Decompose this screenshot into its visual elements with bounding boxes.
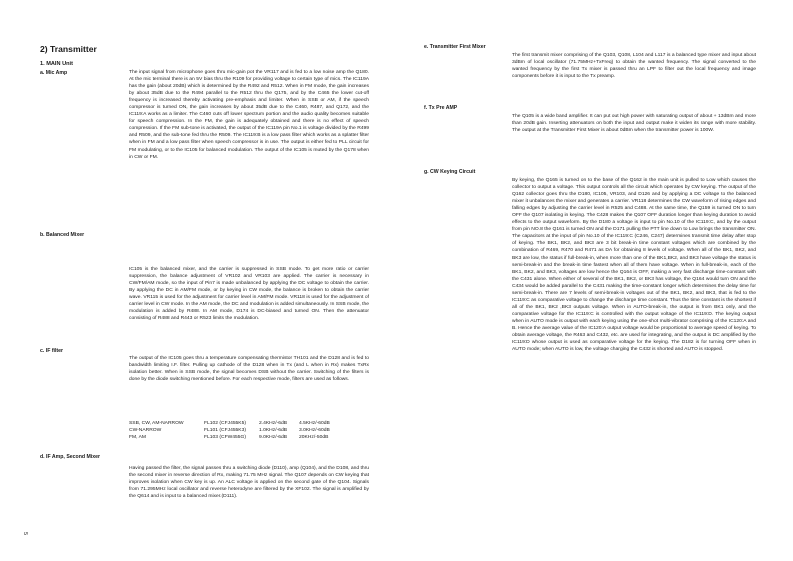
filter-row bbox=[129, 427, 369, 434]
filter-mode: SSB, CW, AM-NARROW bbox=[129, 421, 184, 426]
cw-keying-heading: g. CW Keying Circuit bbox=[424, 169, 476, 175]
filter-mode: CW-NARROW bbox=[129, 428, 162, 434]
balanced-mixer-heading: b. Balanced Mixer bbox=[40, 232, 85, 238]
filter-row bbox=[129, 420, 369, 427]
tx-pre-amp-paragraph: The Q105 is a wide band amplifier. It can put out high power with saturating output of about + 13dBm and more than 20dB gain. Inserting attenuators on both the input and output make it widen its range with more stability. The output at the Transmitter First Mixer is about 0dBm when the transmitter power is 100W. bbox=[512, 114, 756, 134]
filter-part: FL103 (CFW455G) bbox=[204, 435, 246, 441]
cw-keying-paragraph: By keying, the Q165 is turned on to the base of the Q162 in the main unit is pulled to Low which causes the collector to output a voltage. This output controls all the circuit which operates by CW keying. The output of the Q162 collector goes thru the D180, IC105, VR103, and D126 and by applying a DC voltage to the balanced mixer it unbalances the mixer and generates a carrier. VR118 determines the CW waveform of rising edges and falling edges by adjusting the carrier level in R525 and C488. At the same time, the Q159 is turned ON to turn OFF the Q107 isolating in keying. The C428 makes the Q107 OFF duration longer than keying duration to avoid effects to the output waveform. By the D180 a voltage is input to pin No.10 of the IC119:C, and by the output from pin NO.8 the Q161 is turned ON and the D171 pulling the PTT line down to Low brings the transmitter ON. The capacitors at the input of pin No.10 of the IC119:C (C246, C247) determines transmit time delay after stop of keying. The BK1, BK2, and BK3 are 3 bit break-in time constant voltages which are combined by the combination of R469, R470 and R471 as DA for obtaining 8 levels of voltage. When all of the BK1, BK2, and BK3 are low, the status if full-break-in, when more than one of the BK1,BK2, and BK3 have voltage the status is semi-break-in and the break-in time fastest when all of them have voltage. When in full-break-in, each of the BK1, BK2, and BK3, voltages are low hence the Q164 is OFF, making a very fast discharge time-constant with the C431 alone. When either of several of the BK1, BK2, or BK3 has voltage, the Q164 would turn ON and the C434 would be added parallel to the C431 making the time-constant longer which determines the delay time for semi-break-in. There are 7 levels of semi-break-in voltages out of the BK1, BK2, and BK3, that is fed to the IC119:C as comparative voltage to change the discharge time constant. Thus the time constant is the shortest if all of the BK1, BK2 ,BK3 outputs voltage. When in AUTO-break-in, the output is from BK1 only, and the comparative voltage for the IC119:C is controlled with the output voltage of the IC119:D. The keying output when in AUTO mode is output with each keying using the one-shot multi-vibrator comprising of the IC120:A and B. Hence the average value of the IC120:A output voltage would be proportional to average speed of keying. To obtain average voltage, the R463 and C432, etc. are used for integrating, and the output is DC amplified by the IC119:D whose output is used as comparative voltage for the keying. The D182 is for turning OFF when in AUTO mode; when AUTO is low, the voltage charging the C432 is shorted and AUTO is stopped. bbox=[512, 178, 756, 353]
filter-bw-6db: 2.4KHz/-6dB bbox=[259, 421, 287, 426]
filter-part: FL101 (CFJ455K3) bbox=[204, 428, 246, 434]
if-filter-heading: c. IF filter bbox=[40, 348, 64, 354]
mic-amp-heading: a. Mic Amp bbox=[40, 70, 68, 76]
filter-part: FL102 (CFJ455K5) bbox=[204, 421, 246, 426]
filter-bw-60db: 3.0KHz/-60dB bbox=[299, 428, 330, 434]
section-title: 2) Transmitter bbox=[40, 44, 97, 54]
if-amp-paragraph: Having passed the filter, the signal passes thru a switching diode (D110), amp (Q104), and the D108, and thru the second mixer in reverse direction of Rx, making 71.75 MHz signal. The Q107 depends on CW keying that improves isolation when CW key is up. An ALC voltage is applied on the second gate of the Q104. Signals from 71.295MHz local oscillator and reverse heterodyne are filtered by the XF102. The signal is amplified by the Q614 and is input to a balanced mixer.(D111). bbox=[129, 466, 369, 500]
filter-bw-60db: 20KHz/-50dB bbox=[299, 435, 329, 441]
main-unit-heading: 1. MAIN Unit bbox=[40, 61, 73, 67]
filter-table bbox=[129, 420, 369, 441]
balanced-mixer-paragraph: IC105 is the balanced mixer, and the carrier is suppressed in SSB mode. To get more ratio or carrier suppression, the balance adjustment of VR102 and VR103 are applied. The carrier is necessary in CW/FM/AM mode, so the input of Pin7 is made unbalanced by applying the DC voltage to obtain the carrier. By applying the DC in AM/FM mode, or by keying in CW mode, the balance is broken to obtain the carrier wave. VR115 is used for the adjustment for carrier level in AM/FM mode. VR118 is used for the adjustment of carrier level in CW mode. In the AM mode, the DC and modulation is added simultaneously. In SSB mode, the modulation is added by R488. In AM mode, D174 is DC-biased and turned ON. Then the attenuator consisting of R488 and R443 or R523 limits the modulation. bbox=[129, 267, 369, 322]
filter-bw-6db: 1.0KHz/-6dB bbox=[259, 428, 287, 434]
tx-first-mixer-paragraph: The first transmit mixer comprising of the Q103, Q108, L104 and L117 is a balanced type mixer and input about 3dBm of local oscillator (71.75MHz+TxFreq) to obtain the wanted frequency. The signal converted to the wanted frequency by the first Tx mixer is passed thru an LPF to filter out the local frequency and image components before it is input to the Tx preamp. bbox=[512, 53, 756, 80]
if-amp-heading: d. IF Amp, Second Mixer bbox=[40, 454, 101, 460]
filter-row bbox=[129, 434, 369, 441]
tx-first-mixer-heading: e. Transmitter First Mixer bbox=[424, 44, 486, 50]
page-number: 5 bbox=[22, 532, 28, 536]
if-filter-paragraph: The output of the IC105 goes thru a temperature compensating thermistor TH101 and the D128 and is fed to bandwidth limiting I.F. filter. Pulling up cathode of the D128 when in Tx (and L when in Rx) makes TxRx isolation better. When in SSB mode, the signal becomes DSB without the carrier. Switching of the filters is done by the diode switching mentioned before. For each respective mode, filters are used as follows. bbox=[129, 356, 369, 383]
filter-bw-6db: 9.0KHz/-6dB bbox=[259, 435, 287, 441]
filter-bw-60db: 4.5KHz/-60dB bbox=[299, 421, 330, 426]
mic-amp-paragraph: The input signal from microphone goes thru mic-gain pot the VR117 and is fed to a low noise amp the Q180. At the mic terminal there is an 5V bias thru the R109 for providing voltage to certain type of mics. The IC119A has the gain (about 20dB) which is determined by the R492 and R512. When in FM mode, the gain increases by about 35dB due to the R494 parallel to the R512 thru the Q175, and by the C465 the lower cut-off frequency is increased thereby activating pre-emphasis and limiter. When in SSB or AM, if the speech compressor is turned ON, the gain increases by about 35dB due to the C460, R487, and Q172, and the IC119:A works as a limiter. The C460 cuts off lower spectrum portion and the audio quality becomes suitable for speech compression. In the FM, the gain is adequately obtained and there is no effect of speech compression. If the FM sub-tone is activated, the output of the IC119A pin No.1 is voltage divided by the R499 and R509, and the sub-tone fed thru the R509. The IC119:B is a low pass filter which works as a splatter filter when in FM and a low pass filter when speech compressor is in use. The output is either fed to PLL circuit for FM modulating, or to the IC105 for balanced modulation. The output of the IC105 is muted by the Q178 when in CW or FM. bbox=[129, 70, 369, 160]
filter-mode: FM, AM bbox=[129, 435, 147, 441]
tx-pre-amp-heading: f. Tx Pre AMP bbox=[424, 105, 458, 111]
